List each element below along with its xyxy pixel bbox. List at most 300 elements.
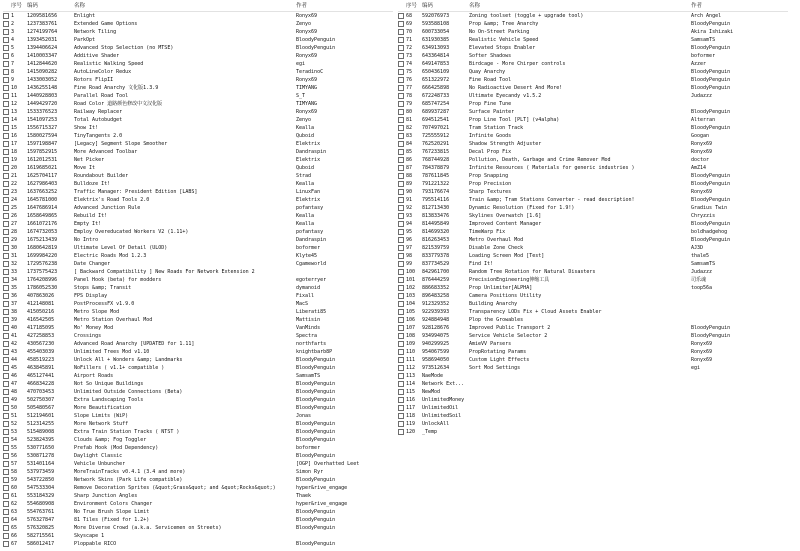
row-checkbox[interactable] <box>398 205 404 211</box>
table-row[interactable] <box>3 92 393 100</box>
row-checkbox[interactable] <box>398 29 404 35</box>
cell-author <box>691 428 786 436</box>
row-checkbox[interactable] <box>3 301 9 307</box>
table-row[interactable] <box>3 364 393 372</box>
row-checkbox[interactable] <box>3 117 9 123</box>
row-checkbox[interactable] <box>3 61 9 67</box>
cell-name: Prop Fine Tune <box>469 101 512 107</box>
row-checkbox[interactable] <box>3 477 9 483</box>
table-row[interactable] <box>3 308 393 316</box>
row-checkbox[interactable] <box>398 365 404 371</box>
cell-code: 940299925 <box>422 341 450 347</box>
row-checkbox[interactable] <box>398 421 404 427</box>
table-row[interactable] <box>3 124 393 132</box>
cell-author: SamsamTS <box>296 373 321 379</box>
row-checkbox[interactable] <box>398 93 404 99</box>
table-row[interactable] <box>398 340 788 348</box>
row-checkbox[interactable] <box>398 429 404 435</box>
row-checkbox[interactable] <box>3 517 9 523</box>
row-checkbox[interactable] <box>3 37 9 43</box>
table-row[interactable] <box>398 164 788 172</box>
table-row[interactable] <box>3 196 393 204</box>
table-row[interactable] <box>398 228 788 236</box>
table-row[interactable] <box>398 236 788 244</box>
header-name[interactable]: 名称 <box>74 3 86 9</box>
row-checkbox[interactable] <box>3 453 9 459</box>
row-checkbox[interactable] <box>398 213 404 219</box>
cell-name: Transparency LODs Fix + Cloud Assets Enabler <box>469 309 602 315</box>
table-row[interactable] <box>3 236 393 244</box>
row-checkbox[interactable] <box>3 525 9 531</box>
row-checkbox[interactable] <box>3 365 9 371</box>
cell-author: Ronyx69 <box>691 141 713 147</box>
row-checkbox[interactable] <box>398 189 404 195</box>
table-row[interactable] <box>3 444 393 452</box>
row-checkbox[interactable] <box>3 509 9 515</box>
table-row[interactable] <box>3 164 393 172</box>
row-checkbox[interactable] <box>3 13 9 19</box>
row-checkbox[interactable] <box>3 333 9 339</box>
row-checkbox[interactable] <box>3 349 9 355</box>
cell-name: Softer Shadows <box>469 53 512 59</box>
cell-code: 512194601 <box>27 413 55 419</box>
table-row[interactable] <box>398 276 788 284</box>
row-checkbox[interactable] <box>3 501 9 507</box>
table-row[interactable] <box>398 396 788 404</box>
row-checkbox[interactable] <box>398 13 404 19</box>
table-row[interactable] <box>3 412 393 420</box>
table-row[interactable] <box>398 212 788 220</box>
table-row[interactable] <box>3 12 393 20</box>
table-row[interactable] <box>398 124 788 132</box>
row-checkbox[interactable] <box>3 149 9 155</box>
table-row[interactable] <box>3 372 393 380</box>
cell-no: 104 <box>406 301 416 307</box>
cell-author: Zenyo <box>296 117 312 123</box>
row-checkbox[interactable] <box>3 413 9 419</box>
row-checkbox[interactable] <box>3 229 9 235</box>
row-checkbox[interactable] <box>3 21 9 27</box>
cell-author: BloodyPenguin <box>691 333 731 339</box>
table-row[interactable] <box>3 524 393 532</box>
row-checkbox[interactable] <box>398 77 404 83</box>
table-row[interactable] <box>3 500 393 508</box>
row-checkbox[interactable] <box>398 293 404 299</box>
row-checkbox[interactable] <box>398 349 404 355</box>
table-row[interactable] <box>398 388 788 396</box>
table-row[interactable] <box>3 76 393 84</box>
cell-author: BloodyPenguin <box>691 77 731 83</box>
table-row[interactable] <box>3 316 393 324</box>
table-row[interactable] <box>398 244 788 252</box>
cell-author: Ronyx69 <box>296 77 318 83</box>
table-row[interactable] <box>398 44 788 52</box>
table-row[interactable] <box>3 68 393 76</box>
table-row[interactable] <box>3 132 393 140</box>
cell-author <box>691 300 786 308</box>
table-row[interactable] <box>3 540 393 548</box>
table-row[interactable] <box>3 172 393 180</box>
table-row[interactable] <box>3 100 393 108</box>
table-row[interactable] <box>3 228 393 236</box>
cell-code: 1440928803 <box>27 93 58 99</box>
row-checkbox[interactable] <box>398 277 404 283</box>
cell-author: Spectra <box>296 333 318 339</box>
row-checkbox[interactable] <box>398 165 404 171</box>
table-row[interactable] <box>3 244 393 252</box>
row-checkbox[interactable] <box>398 141 404 147</box>
row-checkbox[interactable] <box>3 269 9 275</box>
table-row[interactable] <box>3 484 393 492</box>
row-checkbox[interactable] <box>3 541 9 547</box>
cell-author: boformer <box>296 445 321 451</box>
cell-name: Clouds &amp; Fog Toggler <box>74 437 147 443</box>
row-checkbox[interactable] <box>398 245 404 251</box>
table-row[interactable] <box>3 148 393 156</box>
cell-code: NewMod <box>422 389 441 395</box>
row-checkbox[interactable] <box>398 133 404 139</box>
table-row[interactable] <box>398 132 788 140</box>
table-row[interactable] <box>398 292 788 300</box>
row-checkbox[interactable] <box>3 69 9 75</box>
table-row[interactable] <box>398 28 788 36</box>
cell-code: 1433003052 <box>27 77 58 83</box>
table-row[interactable] <box>3 52 393 60</box>
table-row[interactable] <box>398 68 788 76</box>
table-row[interactable] <box>3 324 393 332</box>
row-checkbox[interactable] <box>398 101 404 107</box>
table-row[interactable] <box>3 204 393 212</box>
table-row[interactable] <box>3 300 393 308</box>
row-checkbox[interactable] <box>3 189 9 195</box>
table-row[interactable] <box>3 220 393 228</box>
row-checkbox[interactable] <box>398 373 404 379</box>
row-checkbox[interactable] <box>3 125 9 131</box>
cell-no: 113 <box>406 373 416 379</box>
cell-name <box>469 396 691 404</box>
row-checkbox[interactable] <box>3 317 9 323</box>
row-checkbox[interactable] <box>3 437 9 443</box>
table-row[interactable] <box>3 428 393 436</box>
table-row[interactable] <box>3 260 393 268</box>
row-checkbox[interactable] <box>3 445 9 451</box>
row-checkbox[interactable] <box>3 493 9 499</box>
table-row[interactable] <box>3 156 393 164</box>
table-row[interactable] <box>398 76 788 84</box>
row-checkbox[interactable] <box>3 341 9 347</box>
row-checkbox[interactable] <box>3 485 9 491</box>
table-row[interactable] <box>3 108 393 116</box>
row-checkbox[interactable] <box>3 157 9 163</box>
cell-name <box>469 412 691 420</box>
table-row[interactable] <box>398 36 788 44</box>
table-row[interactable] <box>3 468 393 476</box>
cell-author: BloodyPenguin <box>296 421 336 427</box>
row-checkbox[interactable] <box>398 389 404 395</box>
table-row[interactable] <box>3 28 393 36</box>
row-checkbox[interactable] <box>398 261 404 267</box>
cell-no: 24 <box>11 197 18 203</box>
row-checkbox[interactable] <box>398 325 404 331</box>
row-checkbox[interactable] <box>3 45 9 51</box>
row-checkbox[interactable] <box>3 357 9 363</box>
table-row[interactable] <box>398 380 788 388</box>
table-row[interactable] <box>398 332 788 340</box>
row-checkbox[interactable] <box>3 469 9 475</box>
table-row[interactable] <box>398 12 788 20</box>
table-row[interactable] <box>398 52 788 60</box>
cell-name <box>469 388 691 396</box>
row-checkbox[interactable] <box>398 405 404 411</box>
table-row[interactable] <box>3 140 393 148</box>
row-checkbox[interactable] <box>398 53 404 59</box>
row-checkbox[interactable] <box>3 173 9 179</box>
row-checkbox[interactable] <box>398 85 404 91</box>
cell-name: Unlimited Outside Connections (Beta) <box>74 389 183 395</box>
cell-no: 2 <box>11 21 15 27</box>
row-checkbox[interactable] <box>3 277 9 283</box>
cell-code: 1658649865 <box>27 213 58 219</box>
row-checkbox[interactable] <box>398 21 404 27</box>
row-checkbox[interactable] <box>3 421 9 427</box>
table-row[interactable] <box>3 332 393 340</box>
cell-name: Shadow Strength Adjuster <box>469 141 542 147</box>
row-checkbox[interactable] <box>3 53 9 59</box>
table-row[interactable] <box>398 20 788 28</box>
table-row[interactable] <box>3 20 393 28</box>
row-checkbox[interactable] <box>3 325 9 331</box>
row-checkbox[interactable] <box>3 221 9 227</box>
row-checkbox[interactable] <box>398 237 404 243</box>
table-row[interactable] <box>3 420 393 428</box>
header-name[interactable]: 名称 <box>469 3 481 9</box>
table-row[interactable] <box>3 460 393 468</box>
table-row[interactable] <box>398 260 788 268</box>
cell-no: 32 <box>11 261 18 267</box>
cell-no: 8 <box>11 69 15 75</box>
row-checkbox[interactable] <box>3 237 9 243</box>
table-row[interactable] <box>398 404 788 412</box>
table-row[interactable] <box>398 316 788 324</box>
row-checkbox[interactable] <box>398 317 404 323</box>
row-checkbox[interactable] <box>3 181 9 187</box>
row-checkbox[interactable] <box>3 141 9 147</box>
header-code[interactable]: 编码 <box>27 3 39 9</box>
table-row[interactable] <box>3 180 393 188</box>
row-checkbox[interactable] <box>3 85 9 91</box>
row-checkbox[interactable] <box>398 413 404 419</box>
table-row[interactable] <box>398 356 788 364</box>
table-row[interactable] <box>398 180 788 188</box>
row-checkbox[interactable] <box>3 197 9 203</box>
row-checkbox[interactable] <box>3 205 9 211</box>
table-row[interactable] <box>398 220 788 228</box>
table-row[interactable] <box>3 84 393 92</box>
table-row[interactable] <box>398 204 788 212</box>
table-row[interactable] <box>3 508 393 516</box>
table-row[interactable] <box>3 60 393 68</box>
table-row[interactable] <box>398 156 788 164</box>
row-checkbox[interactable] <box>398 301 404 307</box>
table-row[interactable] <box>3 348 393 356</box>
row-checkbox[interactable] <box>3 381 9 387</box>
cell-no: 10 <box>11 85 18 91</box>
header-no[interactable]: 序号 <box>406 3 418 9</box>
table-row[interactable] <box>3 404 393 412</box>
cell-code: 837734529 <box>422 261 450 267</box>
row-checkbox[interactable] <box>398 397 404 403</box>
row-checkbox[interactable] <box>3 309 9 315</box>
table-row[interactable] <box>3 492 393 500</box>
table-row[interactable] <box>398 284 788 292</box>
header-author[interactable]: 作者 <box>296 3 308 9</box>
cell-author: BloodyPenguin <box>296 453 336 459</box>
row-checkbox[interactable] <box>3 389 9 395</box>
cell-author: Alterran <box>691 117 716 123</box>
table-row[interactable] <box>3 292 393 300</box>
table-row[interactable] <box>3 356 393 364</box>
row-checkbox[interactable] <box>398 269 404 275</box>
row-checkbox[interactable] <box>3 245 9 251</box>
table-row[interactable] <box>398 372 788 380</box>
header-code[interactable]: 编码 <box>422 3 434 9</box>
row-checkbox[interactable] <box>3 461 9 467</box>
table-row[interactable] <box>398 108 788 116</box>
table-row[interactable] <box>3 516 393 524</box>
cell-no: 54 <box>11 437 18 443</box>
row-checkbox[interactable] <box>3 93 9 99</box>
table-row[interactable] <box>3 116 393 124</box>
row-checkbox[interactable] <box>398 221 404 227</box>
table-row[interactable] <box>398 116 788 124</box>
row-checkbox[interactable] <box>3 285 9 291</box>
cell-no: 105 <box>406 309 416 315</box>
cell-name: Realistic Walking Speed <box>74 61 144 67</box>
table-row[interactable] <box>398 84 788 92</box>
cell-code: 412148081 <box>27 301 55 307</box>
row-checkbox[interactable] <box>398 69 404 75</box>
table-row[interactable] <box>3 212 393 220</box>
row-checkbox[interactable] <box>3 101 9 107</box>
table-row[interactable] <box>398 148 788 156</box>
row-checkbox[interactable] <box>3 29 9 35</box>
table-row[interactable] <box>398 172 788 180</box>
row-checkbox[interactable] <box>3 397 9 403</box>
table-row[interactable] <box>398 92 788 100</box>
table-row[interactable] <box>398 188 788 196</box>
row-checkbox[interactable] <box>398 285 404 291</box>
row-checkbox[interactable] <box>398 117 404 123</box>
table-row[interactable] <box>3 276 393 284</box>
table-row[interactable] <box>398 428 788 436</box>
table-row[interactable] <box>398 60 788 68</box>
row-checkbox[interactable] <box>398 181 404 187</box>
row-checkbox[interactable] <box>3 133 9 139</box>
table-row[interactable] <box>398 140 788 148</box>
table-row[interactable] <box>3 188 393 196</box>
cell-author: AJ3D <box>691 245 704 251</box>
row-checkbox[interactable] <box>3 373 9 379</box>
cell-no: 89 <box>406 181 413 187</box>
row-checkbox[interactable] <box>3 429 9 435</box>
table-row[interactable] <box>3 340 393 348</box>
table-row[interactable] <box>3 36 393 44</box>
table-row[interactable] <box>3 268 393 276</box>
table-row[interactable] <box>3 380 393 388</box>
table-row[interactable] <box>398 364 788 372</box>
table-row[interactable] <box>398 420 788 428</box>
row-checkbox[interactable] <box>398 357 404 363</box>
table-row[interactable] <box>3 476 393 484</box>
row-checkbox[interactable] <box>3 165 9 171</box>
cell-no: 1 <box>11 13 15 19</box>
cell-author: BloodyPenguin <box>296 437 336 443</box>
row-checkbox[interactable] <box>398 45 404 51</box>
table-row[interactable] <box>3 252 393 260</box>
row-checkbox[interactable] <box>398 381 404 387</box>
row-checkbox[interactable] <box>398 309 404 315</box>
row-checkbox[interactable] <box>3 109 9 115</box>
cell-author: BloodyPenguin <box>296 517 336 523</box>
table-row[interactable] <box>398 252 788 260</box>
cell-name: Show It! <box>74 125 99 131</box>
row-checkbox[interactable] <box>3 77 9 83</box>
row-checkbox[interactable] <box>3 533 9 539</box>
row-checkbox[interactable] <box>398 125 404 131</box>
table-row[interactable] <box>3 396 393 404</box>
checkbox-column-header <box>3 2 11 11</box>
cell-code: 833779378 <box>422 253 450 259</box>
row-checkbox[interactable] <box>398 197 404 203</box>
row-checkbox[interactable] <box>398 109 404 115</box>
row-checkbox[interactable] <box>398 173 404 179</box>
table-row[interactable] <box>398 300 788 308</box>
row-checkbox[interactable] <box>398 341 404 347</box>
row-checkbox[interactable] <box>3 293 9 299</box>
row-checkbox[interactable] <box>3 213 9 219</box>
table-row[interactable] <box>398 196 788 204</box>
cell-name: Tram Station Track <box>469 125 524 131</box>
table-row[interactable] <box>398 268 788 276</box>
table-row[interactable] <box>398 348 788 356</box>
row-checkbox[interactable] <box>3 405 9 411</box>
header-author[interactable]: 作者 <box>691 3 703 9</box>
table-row[interactable] <box>398 100 788 108</box>
row-checkbox[interactable] <box>398 333 404 339</box>
row-checkbox[interactable] <box>3 253 9 259</box>
cell-name: No On-Street Parking <box>469 29 530 35</box>
table-row[interactable] <box>3 388 393 396</box>
row-checkbox[interactable] <box>398 149 404 155</box>
cell-author <box>691 372 786 380</box>
row-checkbox[interactable] <box>398 61 404 67</box>
table-row[interactable] <box>3 436 393 444</box>
table-row[interactable] <box>398 308 788 316</box>
cell-no: 72 <box>406 45 413 51</box>
row-checkbox[interactable] <box>398 157 404 163</box>
row-checkbox[interactable] <box>398 37 404 43</box>
row-checkbox[interactable] <box>3 261 9 267</box>
table-row[interactable] <box>3 452 393 460</box>
row-checkbox[interactable] <box>398 229 404 235</box>
header-no[interactable]: 序号 <box>11 3 23 9</box>
table-row[interactable] <box>398 412 788 420</box>
table-row[interactable] <box>3 44 393 52</box>
row-checkbox[interactable] <box>398 253 404 259</box>
table-row[interactable] <box>398 324 788 332</box>
table-row[interactable] <box>3 532 393 540</box>
table-row[interactable] <box>3 284 393 292</box>
